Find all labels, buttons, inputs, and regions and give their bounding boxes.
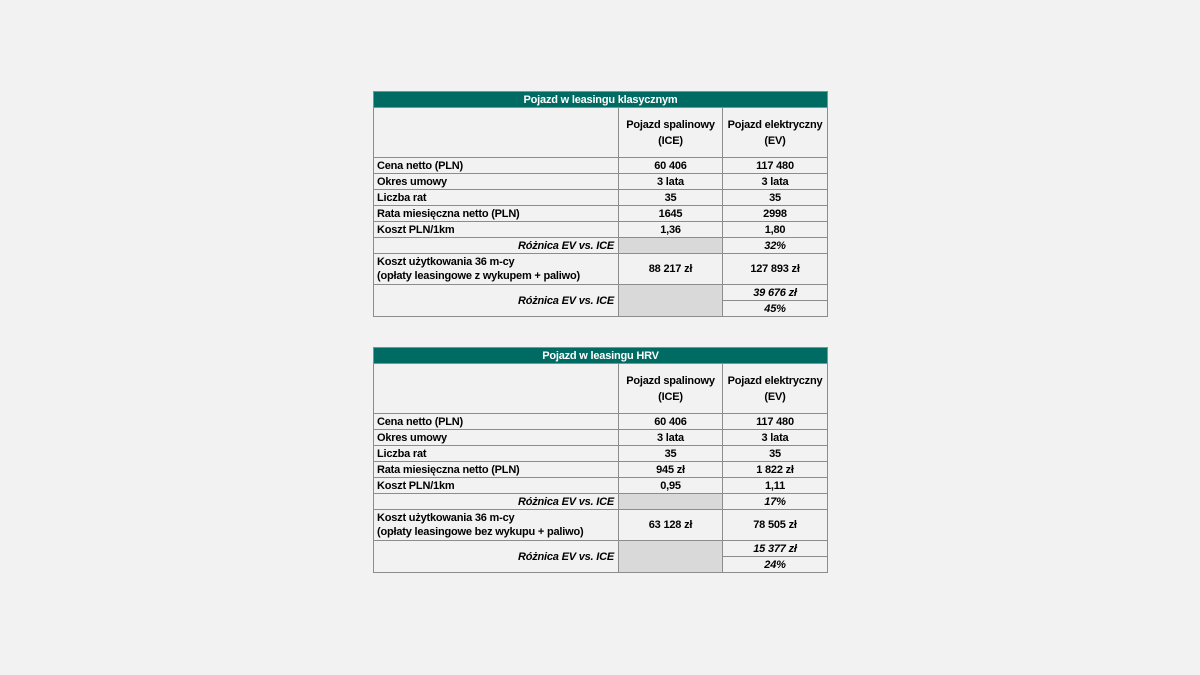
table-row (374, 174, 828, 190)
ice-value: 945 zł (619, 462, 723, 478)
usage-cost-label-line1: Koszt użytkowania 36 m-cy (377, 256, 515, 268)
row-label: Cena netto (PLN) (374, 158, 619, 174)
difference-row (374, 541, 828, 557)
difference-ev-amount: 15 377 zł (723, 541, 828, 557)
usage-cost-row (374, 254, 828, 285)
usage-cost-ev: 78 505 zł (723, 510, 828, 541)
row-label: Okres umowy (374, 430, 619, 446)
difference-label: Różnica EV vs. ICE (374, 238, 619, 254)
difference-ev-percent: 24% (723, 557, 828, 573)
usage-cost-ev: 127 893 zł (723, 254, 828, 285)
difference-row (374, 285, 828, 301)
usage-cost-label-line2: (opłaty leasingowe z wykupem + paliwo) (377, 270, 580, 282)
row-label: Cena netto (PLN) (374, 414, 619, 430)
column-header-ev: Pojazd elektryczny (EV) (723, 364, 828, 414)
table-row (374, 414, 828, 430)
table-title: Pojazd w leasingu HRV (374, 348, 828, 364)
ev-value: 117 480 (723, 414, 828, 430)
table-row (374, 446, 828, 462)
difference-row (374, 238, 828, 254)
difference-label: Różnica EV vs. ICE (374, 541, 619, 573)
table-row (374, 158, 828, 174)
ice-value: 3 lata (619, 174, 723, 190)
ice-value: 3 lata (619, 430, 723, 446)
column-header-ice: Pojazd spalinowy (ICE) (619, 364, 723, 414)
ev-value: 117 480 (723, 158, 828, 174)
difference-ev-amount: 39 676 zł (723, 285, 828, 301)
grey-cell (619, 494, 723, 510)
usage-cost-label-line2: (opłaty leasingowe bez wykupu + paliwo) (377, 526, 584, 538)
leasing-hrv-table (373, 347, 828, 573)
ev-value: 35 (723, 446, 828, 462)
row-label: Koszt PLN/1km (374, 478, 619, 494)
difference-ev-percent: 45% (723, 301, 828, 317)
ice-value: 35 (619, 446, 723, 462)
column-header-ice: Pojazd spalinowy (ICE) (619, 108, 723, 158)
ev-value: 3 lata (723, 430, 828, 446)
usage-cost-label-line1: Koszt użytkowania 36 m-cy (377, 512, 515, 524)
row-label: Koszt PLN/1km (374, 222, 619, 238)
ev-value: 1 822 zł (723, 462, 828, 478)
difference-row (374, 494, 828, 510)
table-row (374, 190, 828, 206)
grey-cell (619, 285, 723, 317)
ice-value: 1645 (619, 206, 723, 222)
usage-cost-row (374, 510, 828, 541)
row-label: Liczba rat (374, 190, 619, 206)
table-row (374, 430, 828, 446)
ice-value: 60 406 (619, 414, 723, 430)
column-header-ev: Pojazd elektryczny (EV) (723, 108, 828, 158)
ice-value: 60 406 (619, 158, 723, 174)
ev-value: 3 lata (723, 174, 828, 190)
row-label: Rata miesięczna netto (PLN) (374, 206, 619, 222)
leasing-classic-table (373, 91, 828, 317)
header-empty-cell (374, 364, 619, 414)
table-row (374, 222, 828, 238)
difference-ev-percent: 17% (723, 494, 828, 510)
difference-label: Różnica EV vs. ICE (374, 285, 619, 317)
ice-value: 0,95 (619, 478, 723, 494)
table-title: Pojazd w leasingu klasycznym (374, 92, 828, 108)
ice-value: 35 (619, 190, 723, 206)
row-label: Rata miesięczna netto (PLN) (374, 462, 619, 478)
row-label: Liczba rat (374, 446, 619, 462)
table-row (374, 478, 828, 494)
row-label: Okres umowy (374, 174, 619, 190)
ev-value: 1,11 (723, 478, 828, 494)
header-empty-cell (374, 108, 619, 158)
usage-cost-label (374, 254, 619, 285)
ice-value: 1,36 (619, 222, 723, 238)
ev-value: 1,80 (723, 222, 828, 238)
usage-cost-label (374, 510, 619, 541)
ev-value: 35 (723, 190, 828, 206)
difference-ev-percent: 32% (723, 238, 828, 254)
difference-label: Różnica EV vs. ICE (374, 494, 619, 510)
ev-value: 2998 (723, 206, 828, 222)
table-row (374, 462, 828, 478)
usage-cost-ice: 88 217 zł (619, 254, 723, 285)
grey-cell (619, 541, 723, 573)
usage-cost-ice: 63 128 zł (619, 510, 723, 541)
grey-cell (619, 238, 723, 254)
table-row (374, 206, 828, 222)
